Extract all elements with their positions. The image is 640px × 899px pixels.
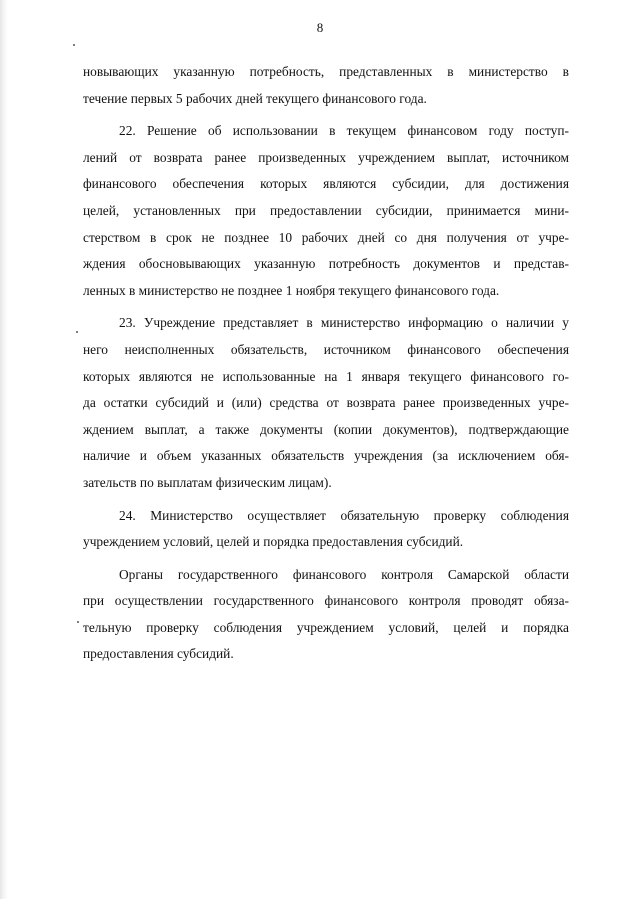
text-line: 22. Решение об использовании в текущем финансовом году поступ- [119, 123, 569, 139]
page-number: 8 [316, 20, 324, 35]
text-line: ждением выплат, а также документы (копии документов), подтверждающие [83, 421, 569, 437]
text-line: зательств по выплатам физическим лицам). [83, 474, 332, 490]
text-line: которых являются не использованные на 1 января текущего финансового го- [83, 368, 569, 384]
paragraph-control-bodies [83, 562, 569, 668]
document-body [83, 59, 569, 668]
text-line: наличие и объем указанных обязательств учреждения (за исключением обя- [83, 448, 569, 464]
text-line: предоставления субсидий. [83, 646, 234, 662]
text-line: тельную проверку соблюдения учреждением условий, целей и порядка [83, 619, 569, 635]
text-line: ждения обосновывающих указанную потребность документов и представ- [83, 256, 569, 272]
paragraph-item-23 [83, 310, 569, 496]
text-line: учреждением условий, целей и порядка предоставления субсидий. [83, 534, 464, 550]
text-line: Органы государственного финансового контроля Самарской области [119, 566, 569, 582]
text-line: финансового обеспечения которых являются субсидии, для достижения [83, 176, 569, 192]
text-line: при осуществлении государственного финансового контроля проводят обяза- [83, 593, 569, 609]
paragraph-continuation [83, 59, 569, 112]
paragraph-item-24 [83, 503, 569, 556]
paragraph-item-22 [83, 118, 569, 304]
text-line: 24. Министерство осуществляет обязательную проверку соблюдения [119, 507, 569, 523]
text-line: да остатки субсидий и (или) средства от возврата ранее произведенных учре- [83, 395, 569, 411]
text-line: течение первых 5 рабочих дней текущего финансового года. [83, 90, 427, 106]
text-line: лений от возврата ранее произведенных учреждением выплат, источником [83, 149, 569, 165]
text-line: 23. Учреждение представляет в министерство информацию о наличии у [119, 315, 569, 331]
text-line: него неисполненных обязательств, источником финансового обеспечения [83, 341, 569, 357]
text-line: новывающих указанную потребность, представленных в министерство в [83, 64, 569, 79]
text-line: ленных в министерство не позднее 1 ноября текущего финансового года. [83, 282, 500, 298]
scan-speck [76, 331, 78, 333]
text-line: стерством в срок не позднее 10 рабочих дней со дня получения от учре- [83, 229, 569, 245]
scan-edge-shadow [0, 0, 8, 899]
text-line: целей, установленных при предоставлении субсидии, принимается мини- [83, 202, 569, 218]
scan-speck [73, 44, 75, 46]
scan-speck [77, 621, 79, 623]
